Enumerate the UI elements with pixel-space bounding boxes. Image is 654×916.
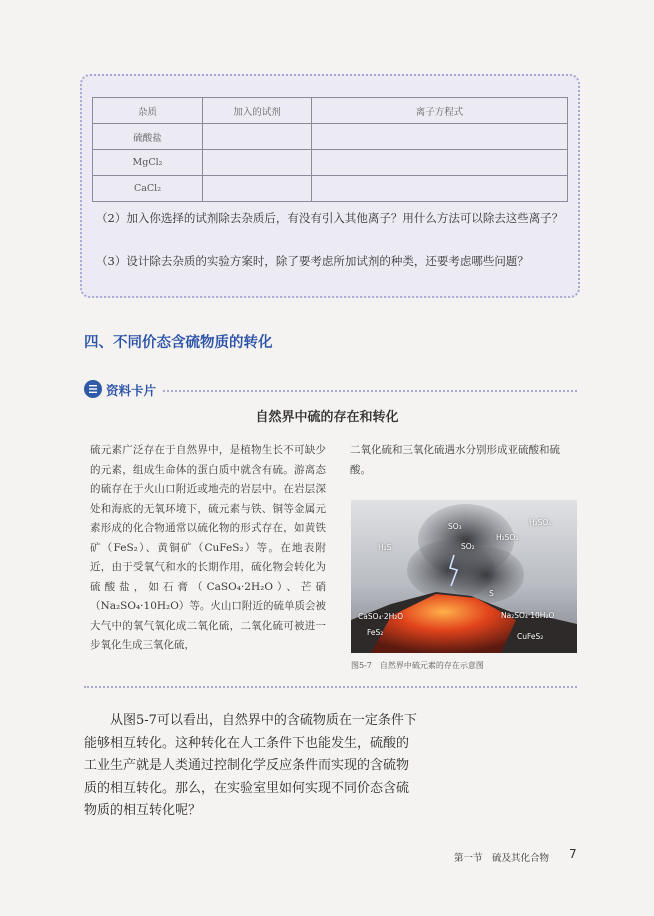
label-h2so3: H₂SO₃ <box>496 533 519 542</box>
table-row <box>93 150 568 176</box>
table-cell[interactable] <box>203 124 312 150</box>
chapter-footer: 第一节 硫及其化合物 <box>454 853 550 864</box>
table-header: 离子方程式 <box>312 98 568 124</box>
label-so2: SO₂ <box>461 542 475 551</box>
label-caso4: CaSO₄·2H₂O <box>358 612 404 621</box>
table-row <box>93 176 568 202</box>
card-label: 资料卡片 <box>106 383 157 398</box>
question-3: （3）设计除去杂质的实验方案时，除了要考虑所加试剂的种类，还要考虑哪些问题？ <box>96 254 529 268</box>
question-2: （2）加入你选择的试剂除去杂质后，有没有引入其他离子？用什么方法可以除去这些离子？ <box>96 211 564 225</box>
experiment-box <box>80 74 580 298</box>
table-cell: 硫酸盐 <box>93 124 203 150</box>
table-cell[interactable] <box>312 124 568 150</box>
card-text-left: 硫元素广泛存在于自然界中，是植物生长不可缺少的元素，组成生命体的蛋白质中就含有硫。游离态的硫存在于火山口附近或地壳的岩层中。在岩层深处和海底的无氧环境下，硫元素与铁、铜等金属元素形成的化合物通常以硫化物的形式存在，如黄铁矿（FeS₂）、黄铜矿（CuFeS₂）等。在地表附近，由于受氧气和水的长期作用，硫化物会转化为硫酸盐，如石膏（CaSO₄·2H₂O）、芒硝（Na₂SO₄·10H₂O）等。火山口附近的硫单质会被大气中的氧气氧化成二氧化硫，二氧化硫可被进一步氧化生成三氧化硫， <box>90 444 326 651</box>
label-h2so4: H₂SO₄ <box>529 518 552 527</box>
page-number: 7 <box>569 847 577 861</box>
volcano-figure <box>351 500 577 653</box>
table-cell[interactable] <box>312 176 568 202</box>
table-cell[interactable] <box>203 176 312 202</box>
table-header: 杂质 <box>93 98 203 124</box>
table-header-row <box>93 98 568 124</box>
table-cell: MgCl₂ <box>93 150 203 176</box>
impurity-table <box>92 97 568 202</box>
label-h2s: H₂S <box>378 543 392 552</box>
label-cufes2: CuFeS₂ <box>517 632 544 641</box>
label-s: S <box>489 589 494 598</box>
body-paragraph <box>84 710 420 823</box>
divider <box>84 686 577 688</box>
body-paragraph-text: 从图5-7可以看出，自然界中的含硫物质在一定条件下能够相互转化。这种转化在人工条件下也能发生，硫酸的工业生产就是人类通过控制化学反应条件而实现的含硫物质的相互转化。那么，在实验室里如何实现不同价态含硫物质的相互转化呢？ <box>84 713 417 818</box>
card-title: 自然界中硫的存在和转化 <box>255 410 399 425</box>
card-text-right: 二氧化硫和三氧化硫遇水分别形成亚硫酸和硫酸。 <box>350 444 560 476</box>
table-cell[interactable] <box>203 150 312 176</box>
label-so3: SO₃ <box>448 522 462 531</box>
label-na2so4: Na₂SO₄·10H₂O <box>501 611 555 620</box>
label-fes2: FeS₂ <box>367 628 384 637</box>
figure-caption: 图5-7 自然界中硫元素的存在示意图 <box>351 661 484 670</box>
table-cell: CaCl₂ <box>93 176 203 202</box>
section-title: 四、不同价态含硫物质的转化 <box>84 335 273 351</box>
table-cell[interactable] <box>312 150 568 176</box>
card-icon <box>84 380 102 398</box>
table-row <box>93 124 568 150</box>
divider <box>163 390 577 392</box>
table-header: 加入的试剂 <box>203 98 312 124</box>
